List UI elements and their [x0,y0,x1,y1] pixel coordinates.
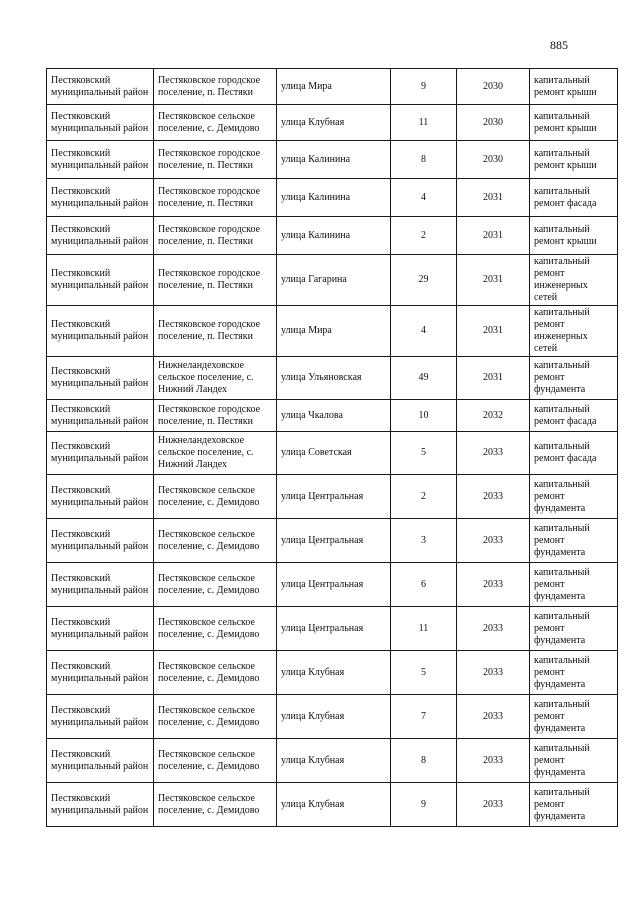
district-cell: Пестяковский муниципальный район [47,69,154,105]
table-row [47,651,618,695]
repair-year-cell: 2033 [457,607,530,651]
house-number-cell: 10 [391,400,457,432]
repair-year-cell: 2031 [457,179,530,217]
street-cell: улица Клубная [277,783,391,827]
work-type-cell: капитальный ремонт фундамента [530,357,618,400]
district-cell: Пестяковский муниципальный район [47,179,154,217]
table-row [47,179,618,217]
work-type-cell: капитальный ремонт крыши [530,141,618,179]
street-cell: улица Калинина [277,141,391,179]
table-row [47,306,618,357]
work-type-cell: капитальный ремонт крыши [530,217,618,255]
work-type-cell: капитальный ремонт фундамента [530,695,618,739]
table-row [47,695,618,739]
repair-year-cell: 2033 [457,475,530,519]
repair-year-cell: 2033 [457,783,530,827]
repair-year-cell: 2033 [457,432,530,475]
work-type-cell: капитальный ремонт фундамента [530,607,618,651]
repair-year-cell: 2030 [457,69,530,105]
table-row [47,519,618,563]
house-number-cell: 9 [391,783,457,827]
house-number-cell: 49 [391,357,457,400]
repair-year-cell: 2033 [457,563,530,607]
district-cell: Пестяковский муниципальный район [47,432,154,475]
repair-year-cell: 2031 [457,306,530,357]
street-cell: улица Центральная [277,563,391,607]
house-number-cell: 9 [391,69,457,105]
settlement-cell: Пестяковское сельское поселение, с. Демидово [154,519,277,563]
district-cell: Пестяковский муниципальный район [47,475,154,519]
repair-year-cell: 2031 [457,217,530,255]
settlement-cell: Пестяковское городское поселение, п. Пестяки [154,217,277,255]
settlement-cell: Пестяковское городское поселение, п. Пестяки [154,141,277,179]
repair-year-cell: 2031 [457,357,530,400]
repair-year-cell: 2033 [457,739,530,783]
settlement-cell: Пестяковское городское поселение, п. Пестяки [154,179,277,217]
settlement-cell: Пестяковское сельское поселение, с. Демидово [154,695,277,739]
house-number-cell: 2 [391,217,457,255]
district-cell: Пестяковский муниципальный район [47,783,154,827]
work-type-cell: капитальный ремонт фундамента [530,783,618,827]
house-number-cell: 6 [391,563,457,607]
street-cell: улица Центральная [277,607,391,651]
table-row [47,400,618,432]
district-cell: Пестяковский муниципальный район [47,695,154,739]
house-number-cell: 8 [391,739,457,783]
house-number-cell: 4 [391,306,457,357]
street-cell: улица Калинина [277,217,391,255]
district-cell: Пестяковский муниципальный район [47,105,154,141]
district-cell: Пестяковский муниципальный район [47,400,154,432]
settlement-cell: Пестяковское сельское поселение, с. Демидово [154,105,277,141]
housing-repair-table [46,68,618,827]
street-cell: улица Чкалова [277,400,391,432]
repair-year-cell: 2030 [457,141,530,179]
page-number: 885 [550,38,568,52]
table-row [47,432,618,475]
work-type-cell: капитальный ремонт крыши [530,69,618,105]
work-type-cell: капитальный ремонт фасада [530,179,618,217]
repair-year-cell: 2032 [457,400,530,432]
house-number-cell: 3 [391,519,457,563]
work-type-cell: капитальный ремонт фундамента [530,739,618,783]
street-cell: улица Мира [277,306,391,357]
house-number-cell: 8 [391,141,457,179]
district-cell: Пестяковский муниципальный район [47,357,154,400]
table-row [47,69,618,105]
street-cell: улица Клубная [277,695,391,739]
table-row [47,141,618,179]
house-number-cell: 7 [391,695,457,739]
house-number-cell: 2 [391,475,457,519]
street-cell: улица Клубная [277,739,391,783]
settlement-cell: Пестяковское городское поселение, п. Пестяки [154,400,277,432]
work-type-cell: капитальный ремонт фундамента [530,651,618,695]
street-cell: улица Мира [277,69,391,105]
house-number-cell: 11 [391,105,457,141]
street-cell: улица Центральная [277,475,391,519]
district-cell: Пестяковский муниципальный район [47,651,154,695]
work-type-cell: капитальный ремонт фасада [530,432,618,475]
house-number-cell: 11 [391,607,457,651]
district-cell: Пестяковский муниципальный район [47,255,154,306]
work-type-cell: капитальный ремонт фасада [530,400,618,432]
settlement-cell: Пестяковское городское поселение, п. Пестяки [154,255,277,306]
settlement-cell: Пестяковское городское поселение, п. Пестяки [154,69,277,105]
street-cell: улица Ульяновская [277,357,391,400]
work-type-cell: капитальный ремонт фундамента [530,475,618,519]
settlement-cell: Пестяковское сельское поселение, с. Демидово [154,607,277,651]
repair-year-cell: 2033 [457,519,530,563]
table-row [47,783,618,827]
table-row [47,255,618,306]
work-type-cell: капитальный ремонт фундамента [530,563,618,607]
settlement-cell: Пестяковское сельское поселение, с. Демидово [154,739,277,783]
table-body [47,69,618,827]
settlement-cell: Нижнеландеховское сельское поселение, с. Нижний Ландех [154,432,277,475]
settlement-cell: Пестяковское сельское поселение, с. Демидово [154,475,277,519]
work-type-cell: капитальный ремонт инженерных сетей [530,255,618,306]
street-cell: улица Клубная [277,105,391,141]
table-row [47,105,618,141]
table-row [47,739,618,783]
table-row [47,475,618,519]
work-type-cell: капитальный ремонт инженерных сетей [530,306,618,357]
table-row [47,563,618,607]
table-row [47,217,618,255]
work-type-cell: капитальный ремонт крыши [530,105,618,141]
street-cell: улица Калинина [277,179,391,217]
street-cell: улица Советская [277,432,391,475]
district-cell: Пестяковский муниципальный район [47,141,154,179]
district-cell: Пестяковский муниципальный район [47,217,154,255]
house-number-cell: 5 [391,651,457,695]
work-type-cell: капитальный ремонт фундамента [530,519,618,563]
repair-year-cell: 2030 [457,105,530,141]
table-row [47,357,618,400]
settlement-cell: Пестяковское сельское поселение, с. Демидово [154,783,277,827]
settlement-cell: Пестяковское сельское поселение, с. Демидово [154,651,277,695]
district-cell: Пестяковский муниципальный район [47,563,154,607]
settlement-cell: Нижнеландеховское сельское поселение, с. Нижний Ландех [154,357,277,400]
settlement-cell: Пестяковское городское поселение, п. Пестяки [154,306,277,357]
house-number-cell: 29 [391,255,457,306]
table-row [47,607,618,651]
repair-year-cell: 2033 [457,651,530,695]
street-cell: улица Гагарина [277,255,391,306]
repair-year-cell: 2031 [457,255,530,306]
settlement-cell: Пестяковское сельское поселение, с. Демидово [154,563,277,607]
house-number-cell: 4 [391,179,457,217]
repair-year-cell: 2033 [457,695,530,739]
district-cell: Пестяковский муниципальный район [47,519,154,563]
district-cell: Пестяковский муниципальный район [47,607,154,651]
district-cell: Пестяковский муниципальный район [47,739,154,783]
street-cell: улица Центральная [277,519,391,563]
district-cell: Пестяковский муниципальный район [47,306,154,357]
street-cell: улица Клубная [277,651,391,695]
house-number-cell: 5 [391,432,457,475]
